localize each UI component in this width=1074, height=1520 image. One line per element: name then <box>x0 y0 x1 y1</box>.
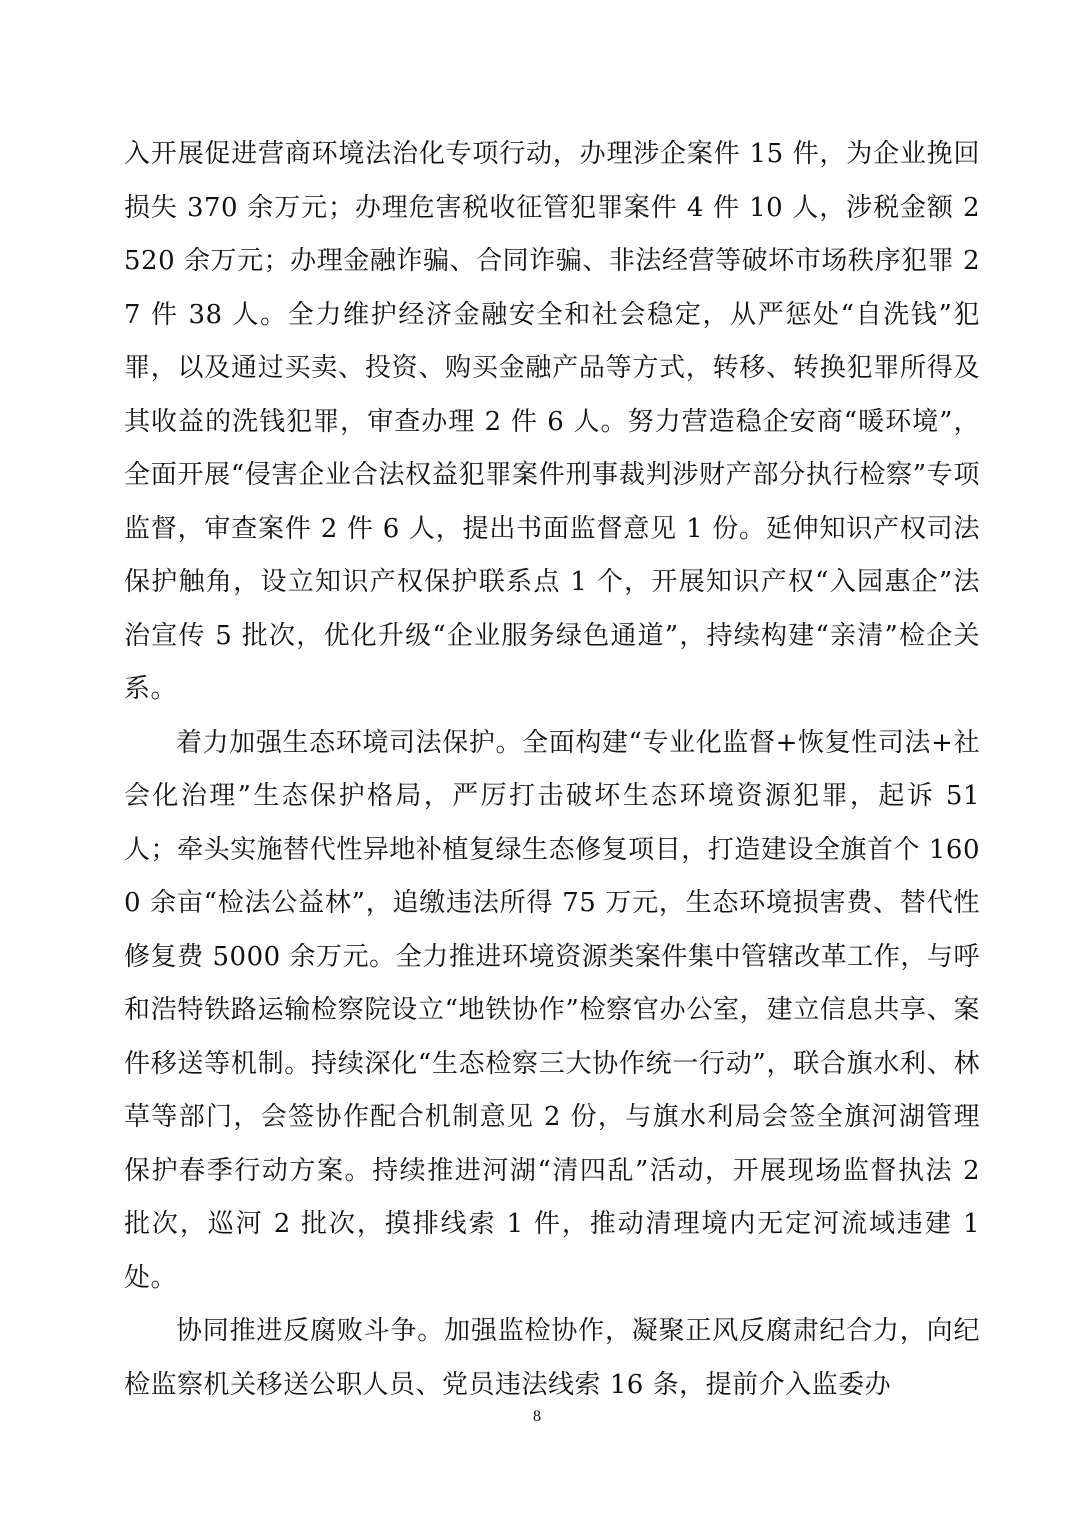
body-text <box>124 128 980 1412</box>
page-number: 8 <box>533 1408 541 1425</box>
paragraph-anti-corruption: 协同推进反腐败斗争。加强监检协作，凝聚正风反腐肃纪合力，向纪检监察机关移送公职人员、党员违法线索 16 条，提前介入监委办 <box>124 1316 980 1400</box>
paragraph-continued: 入开展促进营商环境法治化专项行动，办理涉企案件 15 件，为企业挽回损失 370 余万元；办理危害税收征管犯罪案件 4 件 10 人，涉税金额 2520 余万元；办理金融诈骗、合同诈骗、非法经营等破坏市场秩序犯罪 27 件 38 人。全力维护经济金融安全和社会稳定，从严惩处“自洗钱”犯罪，以及通过买卖、投资、购买金融产品等方式，转移、转换犯罪所得及其收益的洗钱犯罪，审查办理 2 件 6 人。努力营造稳企安商“暖环境”，全面开展“侵害企业合法权益犯罪案件刑事裁判涉财产部分执行检察”专项监督，审查案件 2 件 6 人，提出书面监督意见 1 份。延伸知识产权司法保护触角，设立知识产权保护联系点 1 个，开展知识产权“入园惠企”法治宣传 5 批次，优化升级“企业服务绿色通道”，持续构建“亲清”检企关系。 <box>124 139 980 704</box>
paragraph-ecological-protection: 着力加强生态环境司法保护。全面构建“专业化监督+恢复性司法+社会化治理”生态保护格局，严厉打击破坏生态环境资源犯罪，起诉 51 人；牵头实施替代性异地补植复绿生态修复项目，打造建设全旗首个 1600 余亩“检法公益林”，追缴违法所得 75 万元，生态环境损害费、替代性修复费 5000 余万元。全力推进环境资源类案件集中管辖改革工作，与呼和浩特铁路运输检察院设立“地铁协作”检察官办公室，建立信息共享、案件移送等机制。持续深化“生态检察三大协作统一行动”，联合旗水利、林草等部门，会签协作配合机制意见 2 份，与旗水利局会签全旗河湖管理保护春季行动方案。持续推进河湖“清四乱”活动，开展现场监督执法 2 批次，巡河 2 批次，摸排线索 1 件，推动清理境内无定河流域违建 1 处。 <box>124 727 980 1293</box>
